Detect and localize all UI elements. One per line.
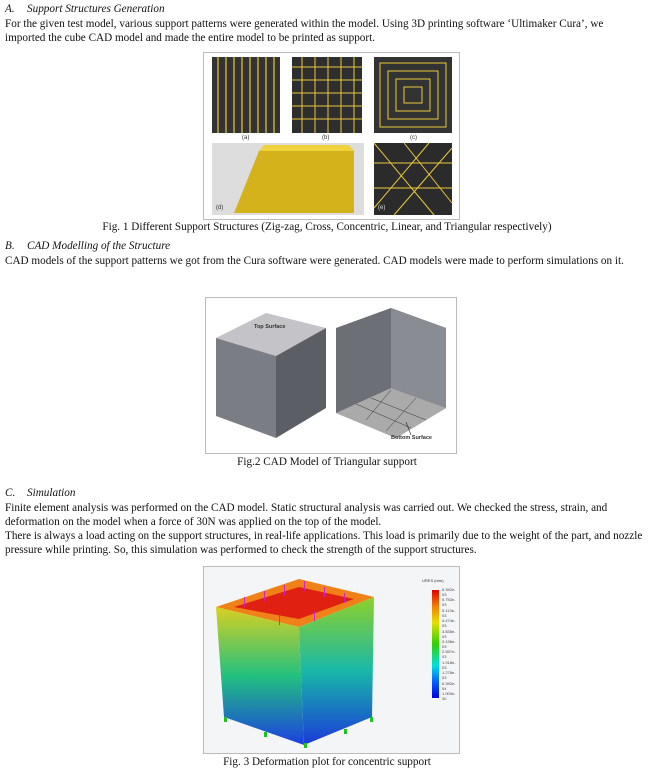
legend-value: 3.196e-03 (442, 638, 456, 649)
panel-label-e: (e) (378, 205, 386, 211)
legend-value: 6.392e-04 (442, 680, 456, 691)
panel-label-c: (c) (410, 135, 417, 141)
legend-value: 5.113e-03 (442, 607, 456, 618)
legend-colorbar (432, 590, 439, 698)
legend-value: 1.278e-03 (442, 670, 456, 681)
figure-1 (203, 52, 460, 220)
legend-value: 5.753e-03 (442, 597, 456, 608)
section-b-heading: B. CAD Modelling of the Structure (5, 240, 171, 252)
figure-3 (203, 566, 460, 754)
figure-1-caption: Fig. 1 Different Support Structures (Zig-zag, Cross, Concentric, Linear, and Triangular respectively) (102, 221, 552, 233)
top-surface-label: Top Surface (254, 324, 286, 330)
figure-2 (205, 297, 457, 454)
deformation-plot-image (204, 567, 414, 753)
bottom-surface-label: Bottom Surface (391, 435, 432, 441)
cad-model-image (206, 298, 456, 453)
legend-value: 2.557e-03 (442, 649, 456, 660)
section-a-heading: A. Support Structures Generation (5, 3, 165, 15)
legend-value: 6.392e-03 (442, 587, 456, 597)
panel-label-d: (d) (216, 205, 224, 211)
section-c-paragraph-1: Finite element analysis was performed on the CAD model. Static structural analysis was carried out. We checked the stress, strain, and deformation on the model when a force of 30N was applied on the top of the model. (5, 502, 608, 528)
section-c-paragraph-2: There is always a load acting on the support structures, in real-life applications. This load is primarily due to the weight of the part, and nozzle pressure while printing. So, this simulation was performed to check the strength of the support structures. (5, 530, 643, 556)
legend-value: 3.835e-03 (442, 628, 456, 639)
figure-3-caption: Fig. 3 Deformation plot for concentric support (223, 756, 431, 768)
figure-2-caption: Fig.2 CAD Model of Triangular support (237, 456, 417, 468)
section-b-paragraph: CAD models of the support patterns we got from the Cura software were generated. CAD models were made to perform simulations on it. (5, 255, 624, 267)
legend-value: 1.918e-03 (442, 659, 456, 670)
legend-title: URES (mm) (422, 578, 444, 583)
section-a-paragraph: For the given test model, various support patterns were generated within the model. Using 3D printing software ‘Ultimaker Cura’, we imported the cube CAD model and made the entire model to be printed as support. (5, 18, 604, 44)
section-c-heading: C. Simulation (5, 487, 76, 499)
legend-value: 4.474e-03 (442, 618, 456, 629)
legend-values (442, 587, 459, 701)
panel-label-a: (a) (242, 135, 250, 141)
panel-label-b: (b) (322, 135, 330, 141)
legend-value: 1.000e-30 (442, 690, 456, 701)
